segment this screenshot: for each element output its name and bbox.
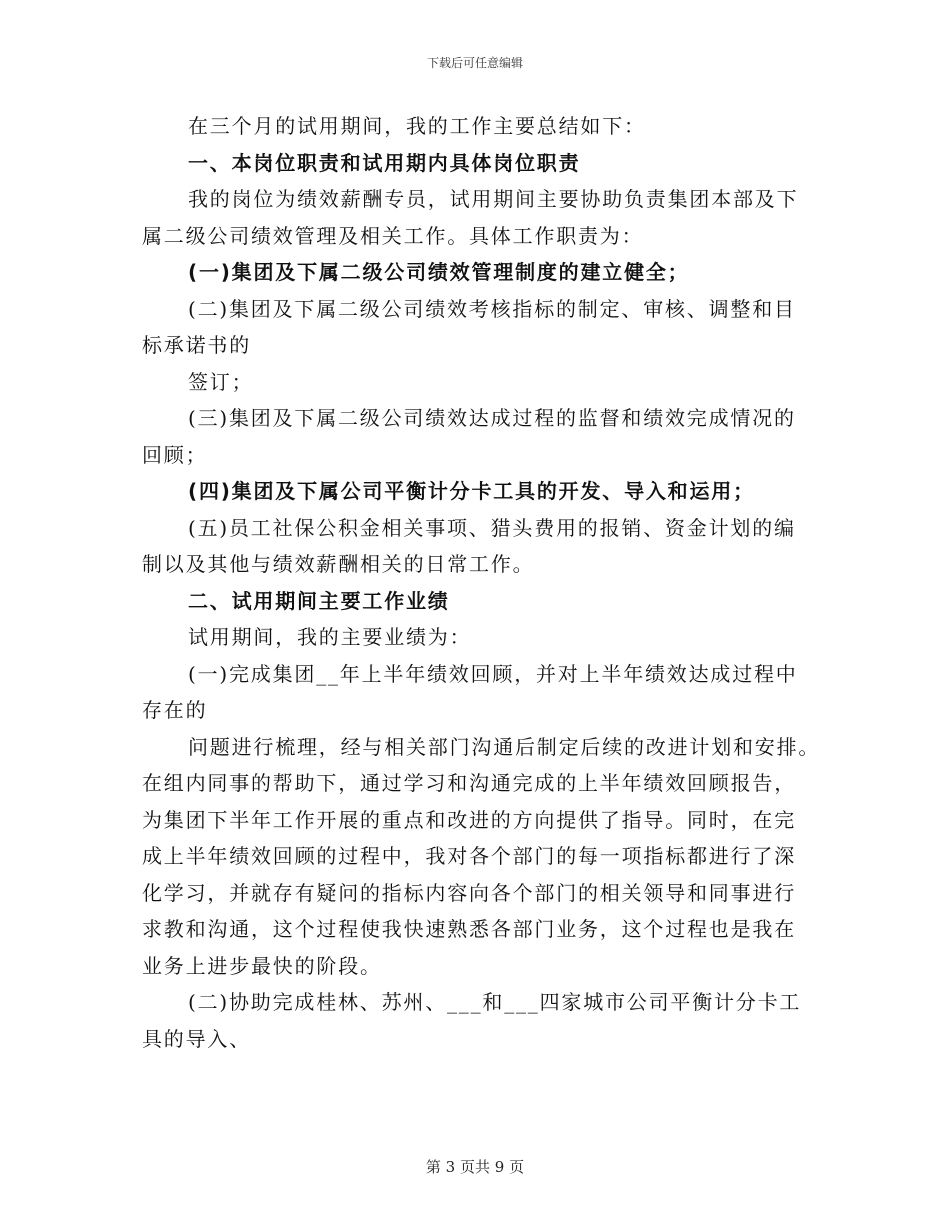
- text-line: 我的岗位为绩效薪酬专员，试用期间主要协助负责集团本部及下: [188, 187, 799, 211]
- text-line: 属二级公司绩效管理及相关工作。具体工作职责为：: [142, 223, 644, 248]
- text-line: 制以及其他与绩效薪酬相关的日常工作。: [142, 552, 535, 576]
- text-line: (二)协助完成桂林、苏州、___和___四家城市公司平衡计分卡工: [188, 990, 802, 1014]
- text-line: 签订；: [188, 369, 254, 394]
- text-line: (一)集团及下属二级公司绩效管理制度的建立健全；: [188, 260, 690, 284]
- text-line: 标承诺书的: [142, 333, 251, 357]
- text-line: 化学习，并就存有疑问的指标内容向各个部门的相关领导和同事进行: [142, 880, 796, 905]
- text-line: 试用期间，我的主要业绩为：: [188, 625, 472, 649]
- page-footer: 第 3 页共 9 页: [425, 1158, 525, 1176]
- text-line: 成上半年绩效回顾的过程中，我对各个部门的每一项指标都进行了深: [142, 844, 796, 868]
- text-line: (一)完成集团__年上半年绩效回顾，并对上半年绩效达成过程中: [188, 661, 798, 686]
- text-line: 一、本岗位职责和试用期内具体岗位职责: [188, 150, 581, 175]
- text-line: (三)集团及下属二级公司绩效达成过程的监督和绩效完成情况的: [188, 406, 796, 430]
- text-line: 为集团下半年工作开展的重点和改进的方向提供了指导。同时，在完: [142, 807, 796, 832]
- text-line: 在组内同事的帮助下，通过学习和沟通完成的上半年绩效回顾报告，: [142, 771, 796, 795]
- text-line: 在三个月的试用期间，我的工作主要总结如下：: [188, 114, 646, 138]
- text-line: (五)员工社保公积金相关事项、猎头费用的报销、资金计划的编: [188, 515, 796, 540]
- page-header: 下载后可任意编辑: [426, 56, 523, 70]
- text-line: 具的导入、: [142, 1026, 251, 1051]
- text-line: (二)集团及下属二级公司绩效考核指标的制定、审核、调整和目: [188, 296, 796, 321]
- text-line: 问题进行梳理，经与相关部门沟通后制定后续的改进计划和安排。: [188, 734, 821, 759]
- text-line: 二、试用期间主要工作业绩: [188, 588, 450, 613]
- text-line: 回顾；: [142, 442, 208, 467]
- text-line: 业务上进步最快的阶段。: [142, 953, 382, 978]
- text-line: 求教和沟通，这个过程使我快速熟悉各部门业务，这个过程也是我在: [142, 917, 796, 941]
- text-line: (四)集团及下属公司平衡计分卡工具的开发、导入和运用；: [188, 479, 755, 503]
- body-text: [142, 108, 821, 1057]
- text-line: 存在的: [142, 698, 208, 722]
